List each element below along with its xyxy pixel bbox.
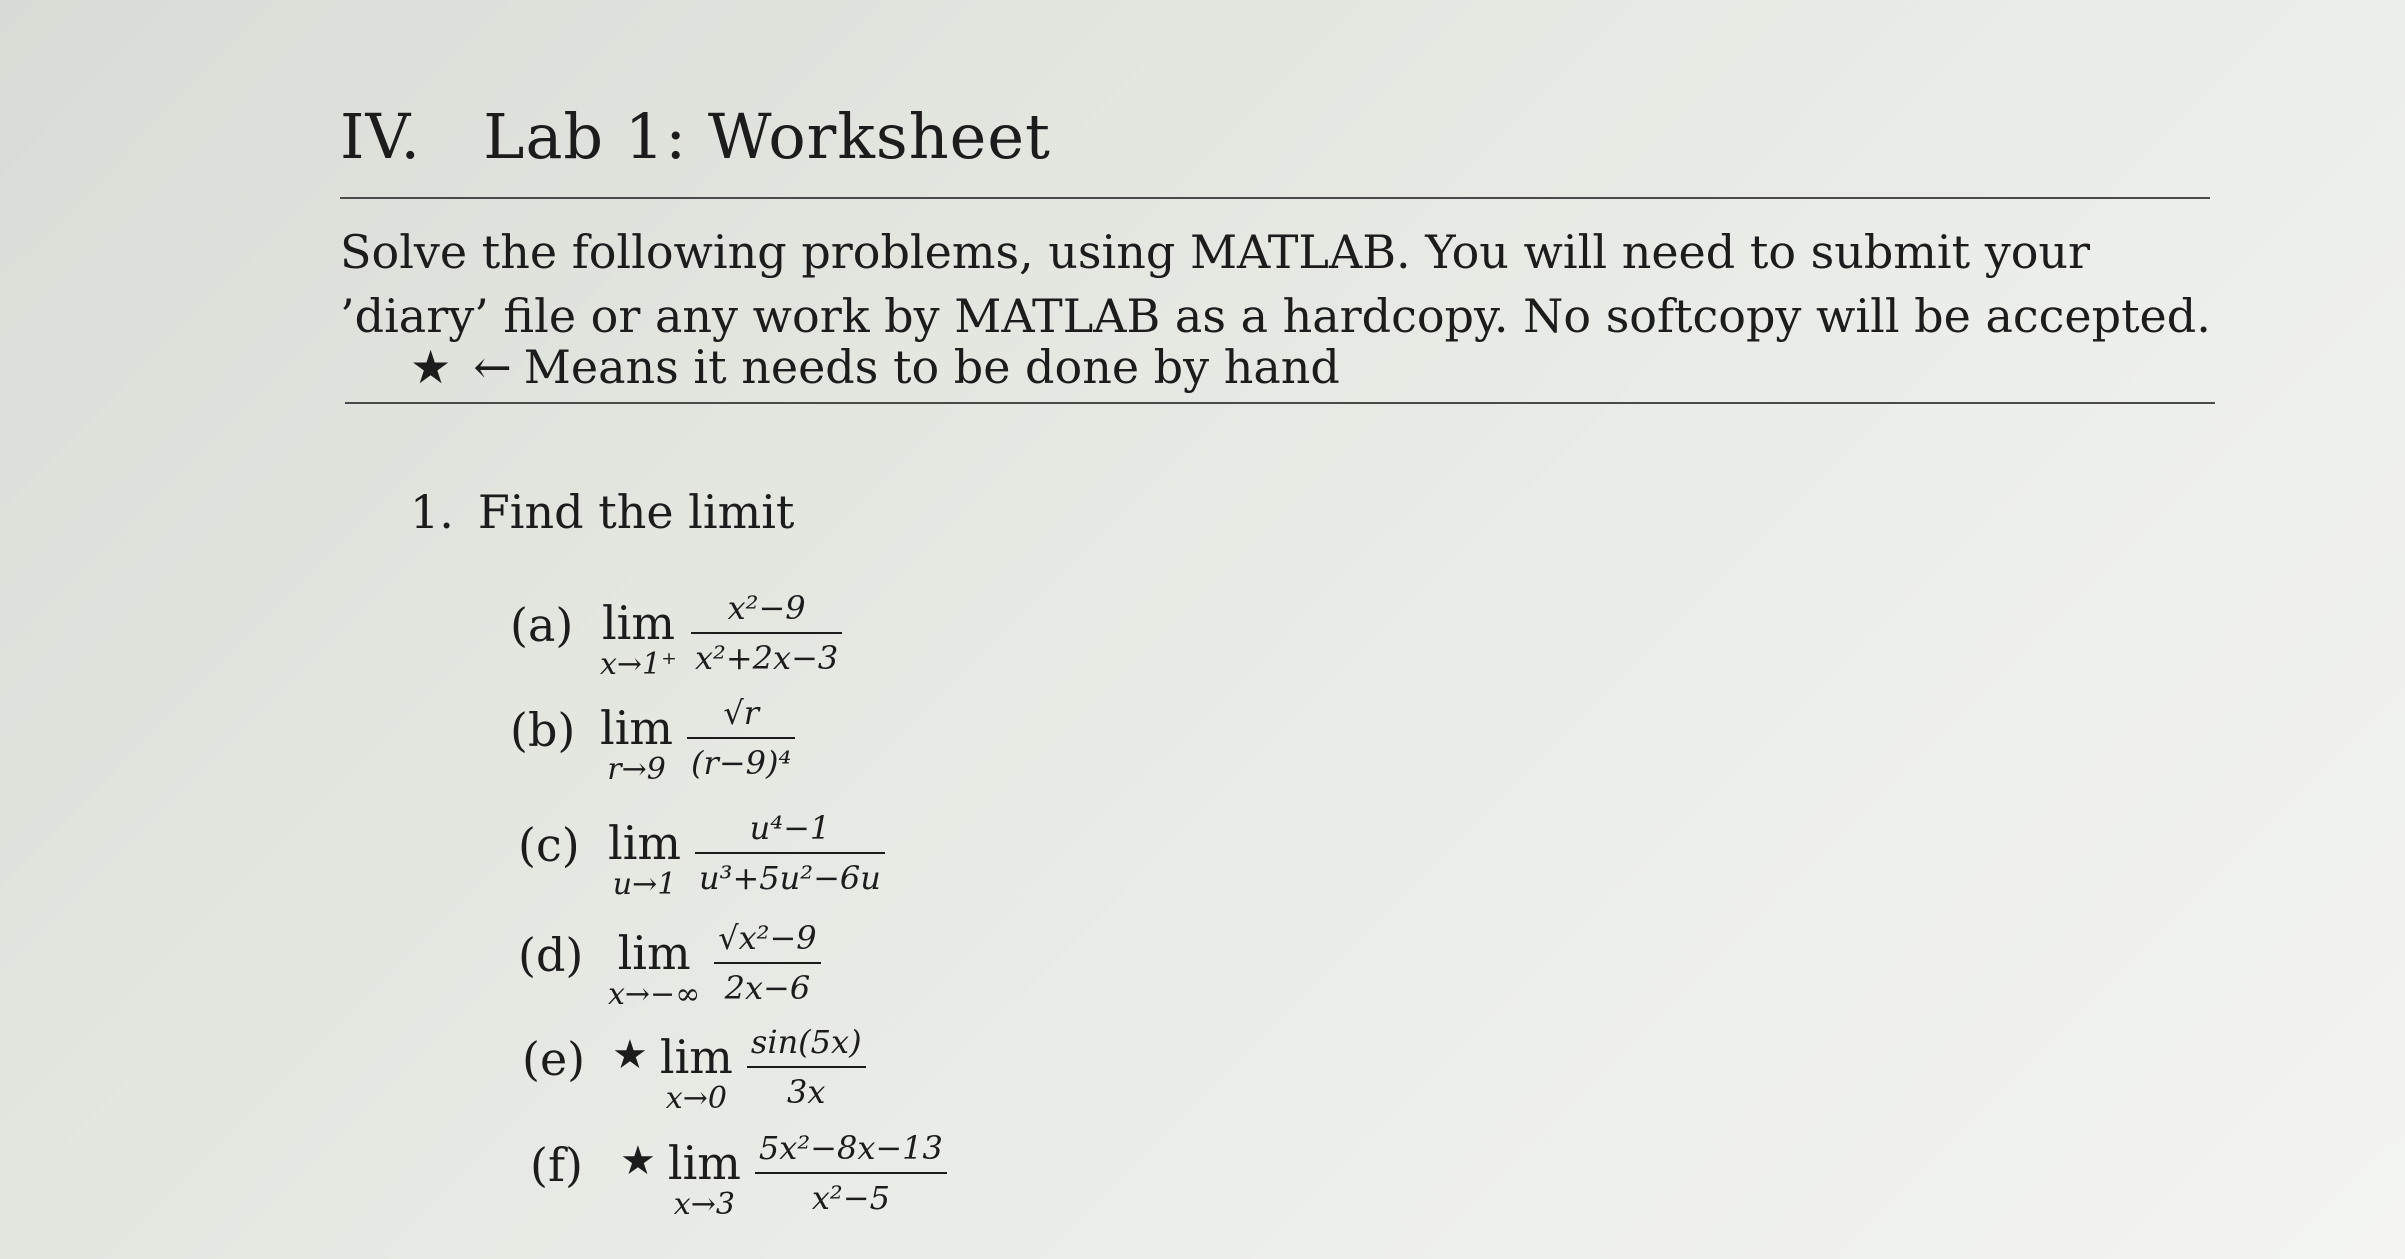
fraction <box>687 693 795 783</box>
lim-text: lim <box>659 1030 733 1084</box>
denominator: u³+5u²−6u <box>699 859 881 897</box>
numerator: √x²−9 <box>718 919 817 957</box>
limit-subscript: u→1 <box>612 867 677 902</box>
part-label: (d) <box>518 928 584 982</box>
numerator: sin(5x) <box>750 1023 862 1061</box>
legend-text: Means it needs to be done by hand <box>523 340 1340 394</box>
limit-problem-e <box>522 1022 866 1116</box>
top-divider <box>340 197 2210 199</box>
problem-heading <box>410 485 794 539</box>
fraction <box>714 918 820 1008</box>
limit-problem-a <box>510 588 842 682</box>
part-label: (f) <box>530 1138 583 1192</box>
limit-problem-d <box>518 918 821 1012</box>
numerator: √r <box>723 694 760 732</box>
part-label: (e) <box>522 1032 586 1086</box>
star-icon: ★ <box>620 1138 656 1184</box>
numerator: 5x²−8x−13 <box>758 1129 943 1167</box>
fraction <box>695 808 885 898</box>
lim-text: lim <box>601 596 676 650</box>
limit-operator <box>600 703 673 787</box>
limit-subscript: x→−∞ <box>608 977 701 1012</box>
left-arrow-icon: ← <box>473 340 512 394</box>
lim-text: lim <box>667 1136 741 1190</box>
limit-subscript: x→0 <box>665 1081 727 1116</box>
numerator: x²−9 <box>727 589 806 627</box>
denominator: (r−9)⁴ <box>691 744 792 782</box>
limit-operator <box>608 928 700 1012</box>
denominator: x²+2x−3 <box>694 639 839 677</box>
limit-operator <box>668 1138 741 1222</box>
fraction <box>755 1128 947 1218</box>
limit-subscript: x→1⁺ <box>600 647 677 682</box>
bottom-divider <box>345 402 2215 404</box>
hand-work-legend <box>410 340 1340 394</box>
lim-text: lim <box>608 816 682 870</box>
instructions-text: Solve the following problems, using MATLAB. You will need to submit your ’diary’ file or any work by MATLAB as a hardcopy. No softcopy will be accepted. <box>340 225 2211 343</box>
limit-problem-f <box>530 1128 947 1222</box>
lim-text: lim <box>617 926 691 980</box>
problem-title: Find the limit <box>477 485 795 539</box>
section-title: Lab 1: Worksheet <box>483 100 1051 173</box>
denominator: x²−5 <box>811 1179 890 1217</box>
part-label: (b) <box>510 703 576 757</box>
star-icon: ★ <box>410 340 452 394</box>
limit-operator <box>600 598 677 682</box>
numerator: u⁴−1 <box>749 809 831 847</box>
problem-number: 1. <box>410 485 454 539</box>
limit-operator <box>608 818 681 902</box>
denominator: 2x−6 <box>724 969 811 1007</box>
fraction <box>691 588 842 678</box>
limit-problem-c <box>518 808 885 902</box>
fraction <box>747 1022 866 1112</box>
limit-problem-b <box>510 693 795 787</box>
limit-subscript: r→9 <box>607 752 666 787</box>
denominator: 3x <box>787 1073 826 1111</box>
limit-subscript: x→3 <box>673 1187 735 1222</box>
section-number: IV. <box>340 100 422 173</box>
limit-operator <box>660 1032 733 1116</box>
section-heading <box>340 100 1051 173</box>
part-label: (a) <box>510 598 574 652</box>
star-icon: ★ <box>612 1032 648 1078</box>
part-label: (c) <box>518 818 580 872</box>
lim-text: lim <box>600 701 674 755</box>
